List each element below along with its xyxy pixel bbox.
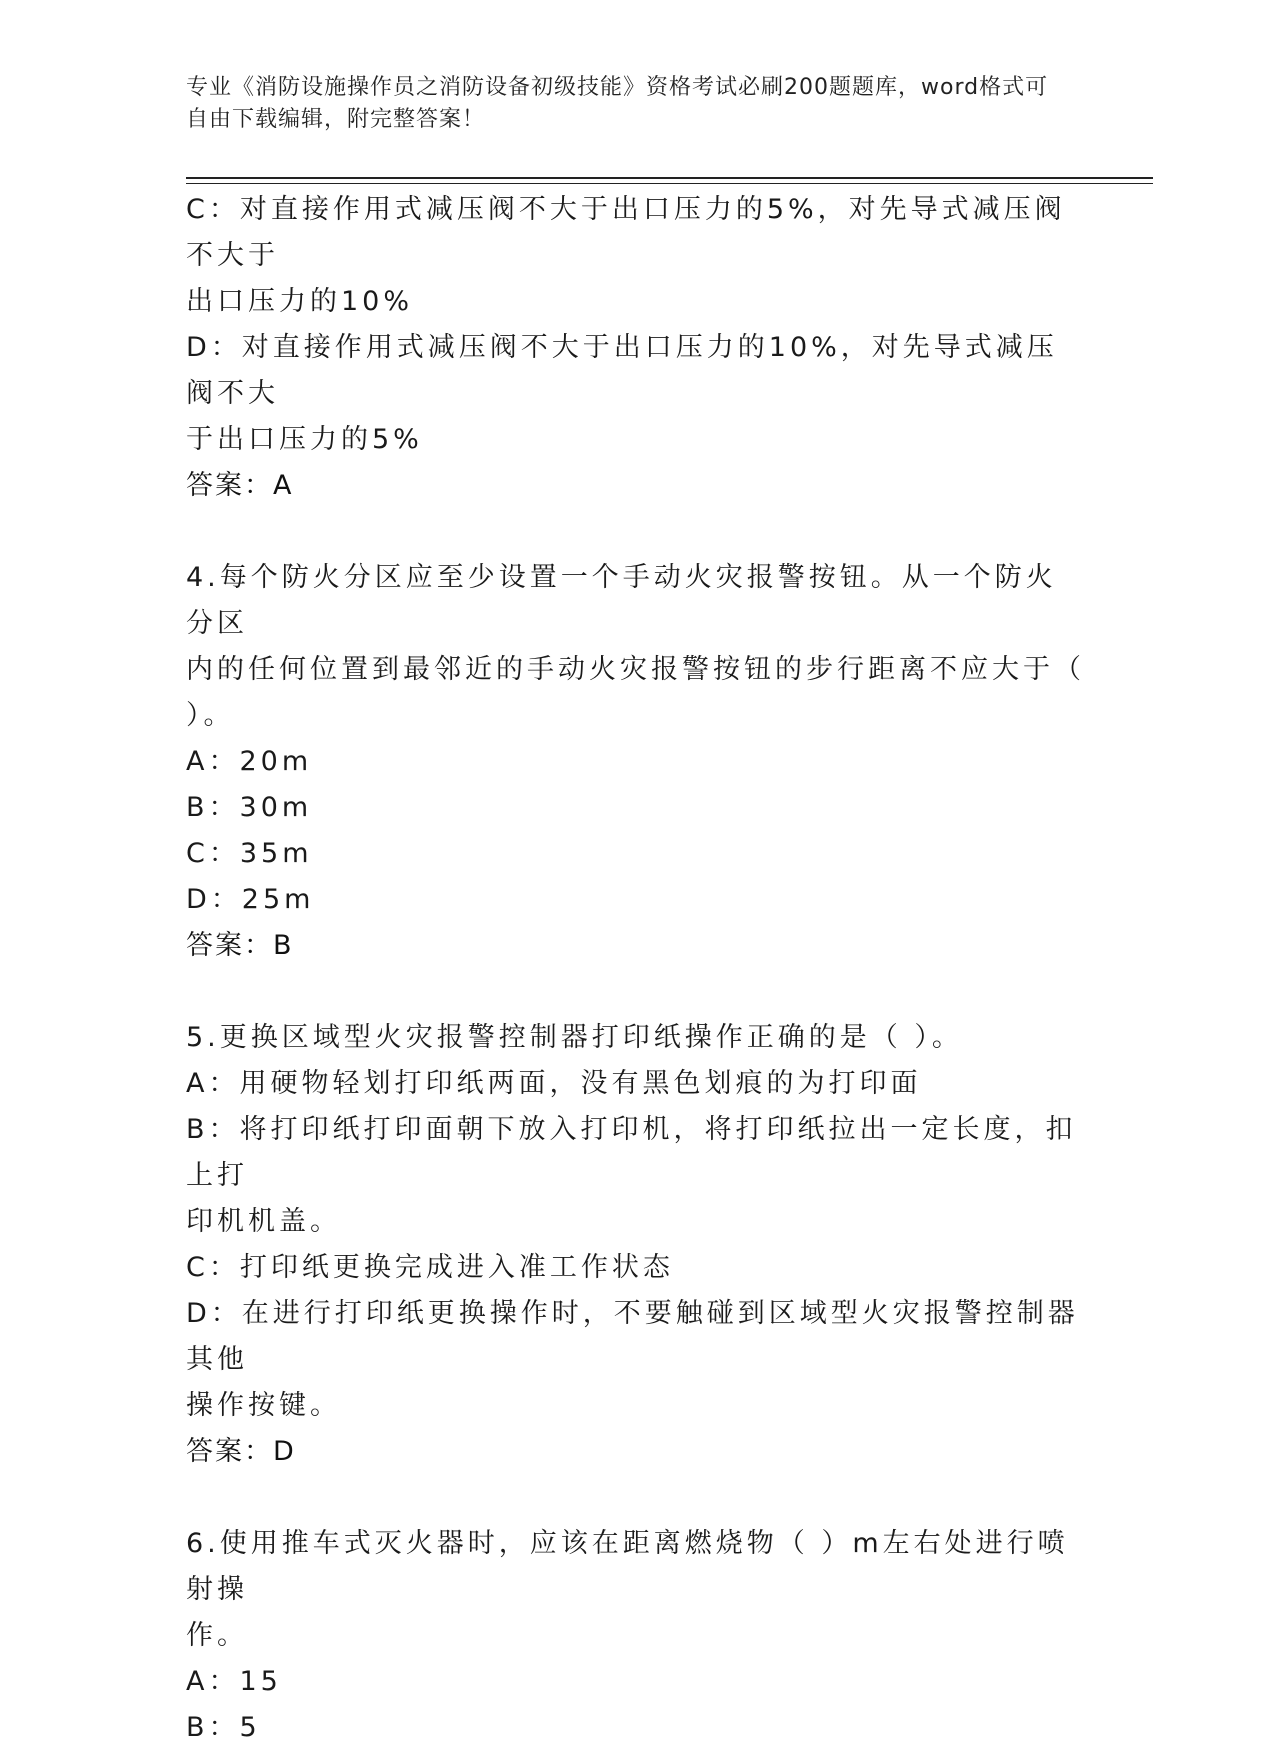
spacer [186, 1475, 1086, 1521]
q6-option-a: A：15 [186, 1666, 282, 1697]
q5-option-a: A：用硬物轻划打印纸两面，没有黑色划痕的为打印面 [186, 1068, 922, 1099]
q4-answer: 答案：B [186, 930, 294, 961]
header-divider-thick [186, 177, 1153, 179]
q3-option-d-line1: D：对直接作用式减压阀不大于出口压力的10%，对先导式减压阀不大 [186, 332, 1058, 409]
q4-option-b: B：30m [186, 792, 313, 823]
document-header [186, 72, 1066, 136]
q6-option-b: B：5 [186, 1712, 261, 1743]
spacer [186, 509, 1086, 555]
q4-stem-line2: 内的任何位置到最邻近的手动火灾报警按钮的步行距离不应大于（ [186, 654, 1085, 685]
header-divider-thin [186, 183, 1153, 184]
question-5 [186, 1015, 1086, 1475]
question-4 [186, 555, 1086, 969]
q4-stem-line3: ）。 [186, 700, 235, 731]
question-list [186, 187, 1086, 1751]
q3-answer: 答案：A [186, 470, 294, 501]
q4-option-d: D：25m [186, 884, 315, 915]
q5-option-b-line1: B：将打印纸打印面朝下放入打印机，将打印纸拉出一定长度，扣上打 [186, 1114, 1077, 1191]
q6-stem-line2: 作。 [186, 1620, 248, 1651]
question-6 [186, 1521, 1086, 1751]
q4-stem-line1: 4.每个防火分区应至少设置一个手动火灾报警按钮。从一个防火分区 [186, 562, 1057, 639]
q5-option-b-line2: 印机机盖。 [186, 1206, 341, 1237]
spacer [186, 969, 1086, 1015]
header-title: 专业《消防设施操作员之消防设备初级技能》资格考试必刷200题题库，word格式可自由下载编辑，附完整答案！ [186, 75, 1049, 132]
q5-answer: 答案：D [186, 1436, 296, 1467]
q4-option-c: C：35m [186, 838, 313, 869]
q5-stem: 5.更换区域型火灾报警控制器打印纸操作正确的是（ ）。 [186, 1022, 963, 1053]
q4-option-a: A：20m [186, 746, 313, 777]
q5-option-d-line2: 操作按键。 [186, 1390, 341, 1421]
q5-option-d-line1: D：在进行打印纸更换操作时，不要触碰到区域型火灾报警控制器其他 [186, 1298, 1079, 1375]
q6-stem-line1: 6.使用推车式灭火器时，应该在距离燃烧物（ ）m左右处进行喷射操 [186, 1528, 1069, 1605]
q3-option-c-line1: C：对直接作用式减压阀不大于出口压力的5%，对先导式减压阀不大于 [186, 194, 1066, 271]
q3-option-c-line2: 出口压力的10% [186, 286, 414, 317]
q5-option-c: C：打印纸更换完成进入准工作状态 [186, 1252, 674, 1283]
q3-option-d-line2: 于出口压力的5% [186, 424, 423, 455]
question-3-tail [186, 187, 1086, 509]
